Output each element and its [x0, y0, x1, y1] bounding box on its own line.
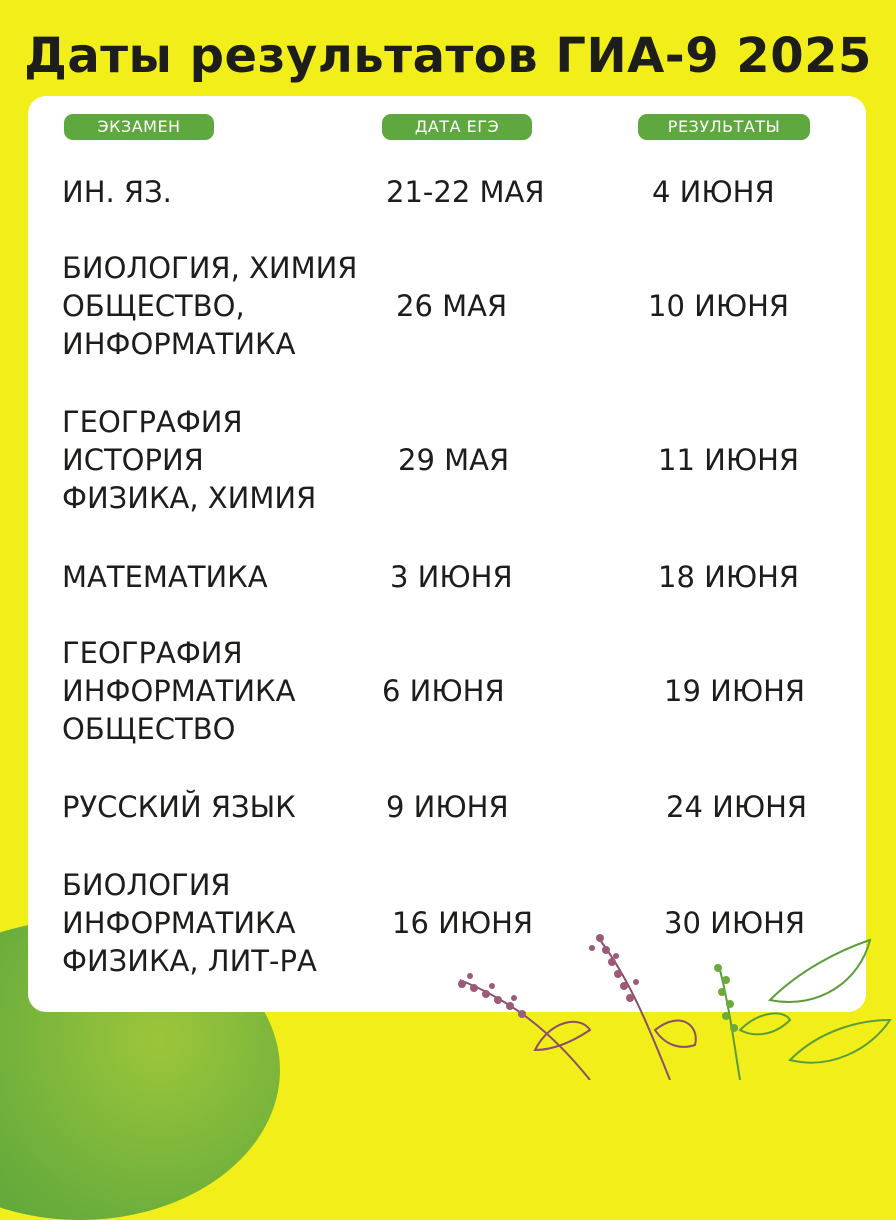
exam-date: 3 ИЮНЯ — [390, 560, 513, 594]
exam-date: 26 МАЯ — [396, 289, 508, 323]
header-exam: ЭКЗАМЕН — [64, 114, 214, 140]
results-date: 19 ИЮНЯ — [664, 674, 806, 708]
results-date: 11 ИЮНЯ — [658, 443, 800, 477]
exam-date: 21-22 МАЯ — [386, 175, 545, 209]
results-date: 30 ИЮНЯ — [664, 906, 806, 940]
results-date: 18 ИЮНЯ — [658, 560, 800, 594]
header-results: РЕЗУЛЬТАТЫ — [638, 114, 810, 140]
exam-name: ИН. ЯЗ. — [62, 175, 172, 209]
exam-date: 6 ИЮНЯ — [382, 674, 505, 708]
results-date: 4 ИЮНЯ — [652, 175, 775, 209]
results-date: 24 ИЮНЯ — [666, 790, 808, 824]
exam-date: 29 МАЯ — [398, 443, 510, 477]
exam-name: ГЕОГРАФИЯ ИНФОРМАТИКА ОБЩЕСТВО — [62, 636, 296, 746]
exam-name: БИОЛОГИЯ ИНФОРМАТИКА ФИЗИКА, ЛИТ-РА — [62, 868, 317, 978]
page-title: Даты результатов ГИА-9 2025 — [24, 28, 872, 84]
exam-name: БИОЛОГИЯ, ХИМИЯ ОБЩЕСТВО, ИНФОРМАТИКА — [62, 251, 358, 361]
decorative-plant-icon — [440, 910, 896, 1080]
exam-name: МАТЕМАТИКА — [62, 560, 268, 594]
results-date: 10 ИЮНЯ — [648, 289, 790, 323]
exam-name: ГЕОГРАФИЯ ИСТОРИЯ ФИЗИКА, ХИМИЯ — [62, 405, 317, 515]
exam-date: 16 ИЮНЯ — [392, 906, 534, 940]
header-date: ДАТА ЕГЭ — [382, 114, 532, 140]
exam-name: РУССКИЙ ЯЗЫК — [62, 790, 296, 824]
exam-date: 9 ИЮНЯ — [386, 790, 509, 824]
results-table-card — [28, 96, 866, 1012]
